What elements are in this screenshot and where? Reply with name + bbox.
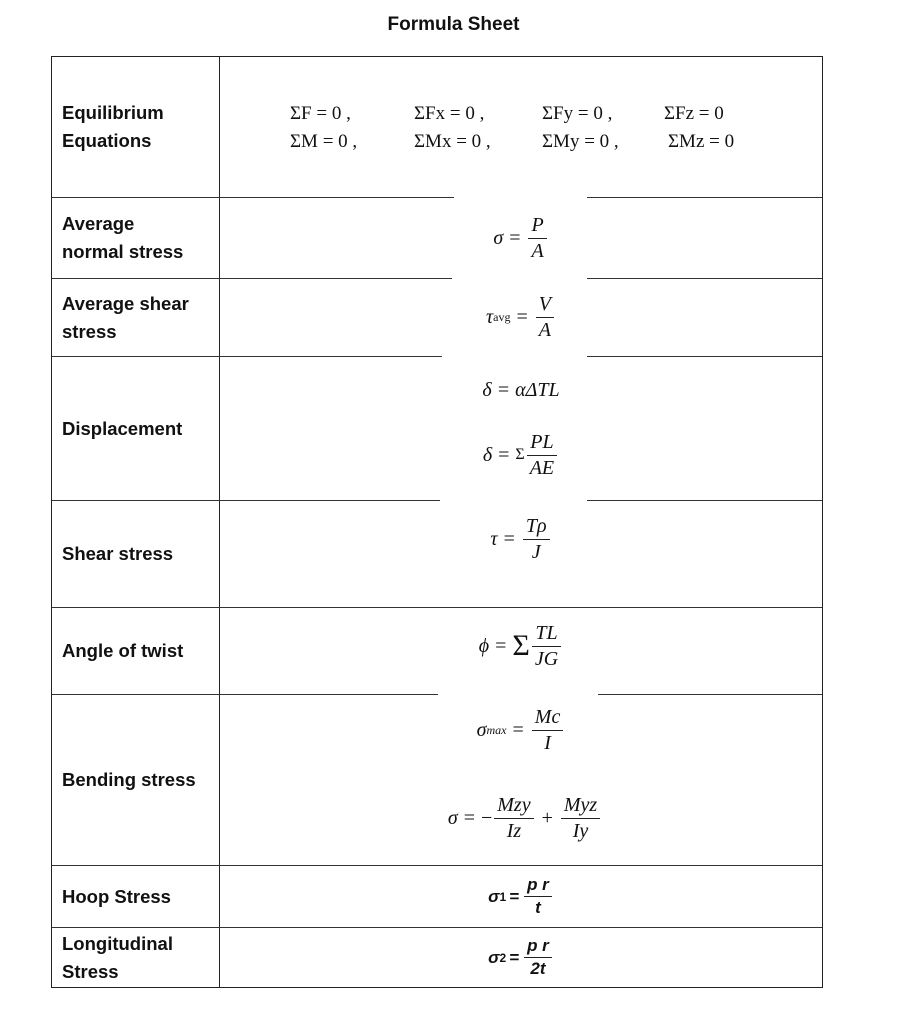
fraction-denominator: A xyxy=(538,319,551,341)
fraction-numerator: P xyxy=(528,215,546,239)
formula-longitudinal xyxy=(220,928,822,987)
formula-lhs: σ xyxy=(476,718,487,741)
eq-sum-fz xyxy=(664,103,724,125)
formula-lhs: τ xyxy=(490,527,498,550)
eq-text: ΣFx = 0 , xyxy=(414,103,485,124)
table-row-bending xyxy=(52,695,822,866)
eq-text: ΣF = 0 , xyxy=(290,103,351,124)
row-label-avg-normal xyxy=(52,198,220,278)
fraction-denominator: A xyxy=(531,239,544,262)
eq-sum-mx xyxy=(414,131,491,153)
table-row-avg-normal xyxy=(52,198,822,279)
label-text: Angle of twist xyxy=(62,640,184,662)
eq-sum-my xyxy=(542,131,619,153)
fraction-numerator: PL xyxy=(527,432,556,456)
label-text: Bending stress xyxy=(62,769,196,791)
formula-avg-normal xyxy=(220,198,822,278)
eq-text: ΣMx = 0 , xyxy=(414,131,491,152)
formula-body xyxy=(220,866,822,927)
equals-sign: = xyxy=(463,806,475,829)
fraction-numerator: p r xyxy=(524,876,552,897)
fraction-numerator: p r xyxy=(524,937,552,958)
eq-sum-fx xyxy=(414,103,484,125)
fraction-denominator: JG xyxy=(534,647,559,670)
label-text: Displacement xyxy=(62,417,183,439)
row-border-gap xyxy=(452,276,587,282)
row-label-displacement xyxy=(52,357,220,500)
formula-table xyxy=(51,56,823,988)
formula-lhs-subscript: 1 xyxy=(499,889,507,904)
fraction-denominator: Iy xyxy=(572,819,589,842)
fraction xyxy=(528,215,546,262)
label-text: Longitudinal Stress xyxy=(62,932,173,982)
sum-symbol: Σ xyxy=(512,629,530,662)
formula-text: δ = αΔTL xyxy=(482,378,560,401)
fraction-denominator: Iz xyxy=(506,819,522,842)
label-text: Shear stress xyxy=(62,543,174,565)
fraction-term-1 xyxy=(494,795,533,842)
fraction xyxy=(532,623,561,670)
formula-lhs: σ xyxy=(488,947,500,967)
row-border-gap xyxy=(442,354,587,360)
page-title: Formula Sheet xyxy=(387,14,520,35)
row-label-avg-shear xyxy=(52,279,220,356)
eq-sum-f xyxy=(290,103,351,125)
fraction-numerator: Myz xyxy=(561,795,600,819)
eq-text: ΣM = 0 , xyxy=(290,131,358,152)
formula-body xyxy=(220,928,822,987)
equals-sign: = xyxy=(509,947,520,967)
formula-lhs-subscript: max xyxy=(486,722,507,737)
formula-twist xyxy=(220,608,822,694)
fraction-numerator: V xyxy=(536,294,554,318)
row-label-twist xyxy=(52,608,220,694)
row-border-gap xyxy=(454,195,587,201)
row-label-bending xyxy=(52,695,220,865)
formula-body xyxy=(220,198,822,278)
eq-sum-mz xyxy=(668,131,734,153)
row-label-hoop xyxy=(52,866,220,927)
fraction-numerator: Mzy xyxy=(494,795,533,819)
label-text: Average normal stress xyxy=(62,213,184,262)
formula-displacement xyxy=(220,357,822,500)
eq-sum-fy xyxy=(542,103,612,125)
formula-lhs: σ xyxy=(493,226,504,249)
table-row-equilibrium xyxy=(52,57,822,198)
label-text: Hoop Stress xyxy=(62,885,171,907)
formula-hoop xyxy=(220,866,822,927)
fraction xyxy=(536,294,554,341)
table-row-longitudinal xyxy=(52,928,822,987)
table-row-displacement xyxy=(52,357,822,501)
formula-avg-shear xyxy=(220,279,822,356)
eq-text: ΣFy = 0 , xyxy=(542,103,613,124)
fraction-denominator: t xyxy=(535,898,541,917)
fraction xyxy=(532,707,564,754)
equals-sign: = xyxy=(495,634,507,657)
equals-sign: = xyxy=(503,527,515,550)
equals-sign: = xyxy=(509,226,521,249)
formula-body xyxy=(220,509,822,569)
formula-bending xyxy=(220,695,822,865)
fraction xyxy=(524,876,552,917)
label-text: Average shear stress xyxy=(62,292,189,342)
fraction-numerator: TL xyxy=(532,623,560,647)
formula-lhs: τ xyxy=(486,306,494,328)
formula-lhs: ϕ xyxy=(478,634,490,657)
equals-sign: = xyxy=(509,886,520,906)
eq-sum-m xyxy=(290,131,357,153)
fraction-term-2 xyxy=(561,795,600,842)
formula-lhs-subscript: 2 xyxy=(499,950,507,965)
formula-lhs: σ xyxy=(488,886,500,906)
fraction xyxy=(523,516,550,563)
row-border-gap xyxy=(438,692,598,698)
formula-shear xyxy=(220,501,822,607)
label-text: Equilibrium Equations xyxy=(62,102,164,151)
minus-sign: − xyxy=(480,806,493,829)
row-label-longitudinal xyxy=(52,928,220,987)
formula-lhs-subscript: avg xyxy=(493,310,511,324)
plus-sign: + xyxy=(541,806,553,829)
formula-lhs: δ xyxy=(482,443,493,466)
formula-axial xyxy=(220,427,822,483)
formula-lhs: σ xyxy=(447,806,458,829)
equilibrium-equations xyxy=(220,57,822,197)
equals-sign: = xyxy=(498,443,510,466)
table-row-avg-shear xyxy=(52,279,822,357)
equals-sign: = xyxy=(512,718,524,741)
fraction-numerator: Tρ xyxy=(523,516,550,540)
fraction-denominator: AE xyxy=(529,456,555,479)
table-row-shear xyxy=(52,501,822,608)
row-label-equilibrium xyxy=(52,57,220,197)
formula-bending-biaxial xyxy=(220,785,822,851)
eq-text: ΣMz = 0 xyxy=(668,131,735,152)
formula-body xyxy=(220,608,822,684)
fraction-denominator: I xyxy=(544,731,551,754)
fraction-numerator: Mc xyxy=(532,707,564,731)
formula-thermal xyxy=(220,375,822,405)
fraction xyxy=(527,432,557,479)
fraction-denominator: 2t xyxy=(530,959,546,978)
equals-sign: = xyxy=(516,306,528,328)
formula-bending-max xyxy=(220,699,822,761)
row-label-shear xyxy=(52,501,220,607)
row-border-gap xyxy=(440,498,587,504)
eq-text: ΣMy = 0 , xyxy=(542,131,619,152)
fraction xyxy=(524,937,552,978)
table-row-twist xyxy=(52,608,822,695)
eq-text: ΣFz = 0 xyxy=(664,103,724,124)
table-row-hoop xyxy=(52,866,822,928)
formula-body xyxy=(220,279,822,356)
fraction-denominator: J xyxy=(531,540,541,563)
sum-symbol: Σ xyxy=(515,446,525,463)
